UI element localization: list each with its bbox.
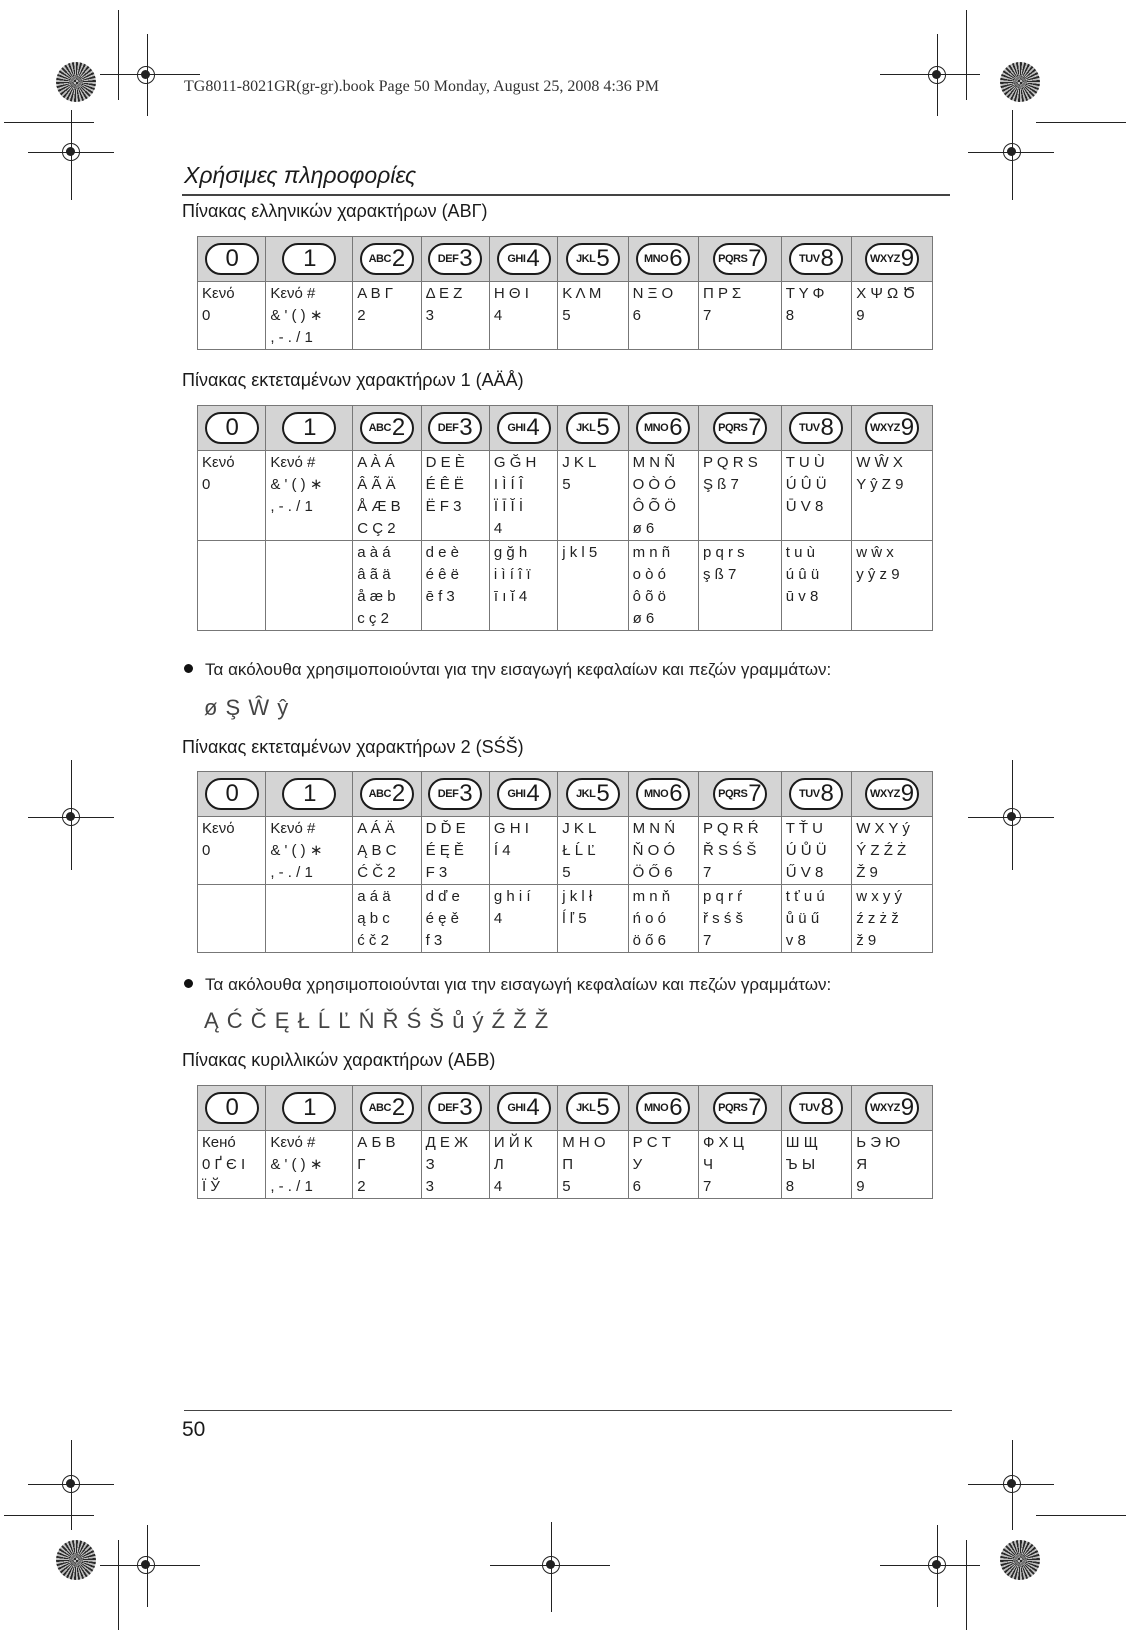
table-row bbox=[198, 885, 933, 953]
key-header-cell bbox=[353, 406, 421, 451]
key-header-cell bbox=[198, 237, 266, 282]
keypad-key-5-icon bbox=[566, 412, 620, 444]
key-digit: 9 bbox=[900, 245, 915, 272]
char-cell: Α Β Γ 2 bbox=[353, 282, 421, 350]
key-letters: TUV bbox=[799, 1102, 820, 1114]
keypad-key-9-icon bbox=[865, 243, 919, 275]
keypad-key-7-icon bbox=[713, 778, 767, 810]
keypad-key-8-icon bbox=[789, 412, 843, 444]
key-header-cell bbox=[266, 772, 353, 817]
char-cell: G Ğ H I Ì Í Î Ï Ī Ĭ İ 4 bbox=[489, 451, 557, 541]
key-header-cell bbox=[198, 406, 266, 451]
keypad-key-0-icon bbox=[205, 1092, 259, 1124]
key-digit: 1 bbox=[303, 245, 317, 272]
char-cell: t ť u ú ů ü ű v 8 bbox=[781, 885, 851, 953]
keypad-key-5-icon bbox=[566, 1092, 620, 1124]
keypad-key-7-icon bbox=[713, 243, 767, 275]
keypad-key-5-icon bbox=[566, 243, 620, 275]
char-cell: P Q R Ŕ Ř S Ś Š 7 bbox=[698, 817, 781, 885]
char-cell: А Б В Г 2 bbox=[353, 1131, 421, 1199]
key-digit: 5 bbox=[596, 1094, 610, 1121]
char-cell: g ğ h i ì í î ï ī ı ĭ 4 bbox=[489, 541, 557, 631]
char-cell: Р С Т У 6 bbox=[628, 1131, 698, 1199]
char-cell: Χ Ψ Ω Ծ 9 bbox=[852, 282, 933, 350]
key-digit: 7 bbox=[748, 780, 762, 807]
key-header-cell bbox=[628, 1086, 698, 1131]
note-2-text: Τα ακόλουθα χρησιμοποιούνται για την εισαγωγή κεφαλαίων και πεζών γραμμάτων: bbox=[205, 975, 832, 994]
key-letters: DEF bbox=[437, 253, 459, 265]
key-header-cell bbox=[266, 1086, 353, 1131]
char-cell: j k l 5 bbox=[558, 541, 628, 631]
greek-char-table bbox=[197, 236, 933, 350]
keypad-key-3-icon bbox=[428, 1092, 482, 1124]
key-header-row bbox=[198, 406, 933, 451]
key-digit: 7 bbox=[748, 245, 762, 272]
char-cell: g h i í 4 bbox=[489, 885, 557, 953]
key-letters: JKL bbox=[576, 422, 596, 434]
key-header-row bbox=[198, 1086, 933, 1131]
key-digit: 9 bbox=[900, 1094, 915, 1121]
key-header-cell bbox=[698, 237, 781, 282]
char-cell: T U Ù Ú Û Ü Ū V 8 bbox=[781, 451, 851, 541]
key-header-cell bbox=[852, 1086, 933, 1131]
char-cell: w x y ý ź z ż ž ž 9 bbox=[852, 885, 933, 953]
key-header-cell bbox=[781, 406, 851, 451]
key-header-cell bbox=[628, 406, 698, 451]
key-digit: 0 bbox=[225, 414, 239, 441]
key-letters: JKL bbox=[576, 253, 596, 265]
char-cell: J K L Ł Ĺ Ľ 5 bbox=[558, 817, 628, 885]
key-digit: 8 bbox=[820, 1094, 834, 1121]
key-letters: GHI bbox=[507, 1102, 526, 1114]
key-header-cell bbox=[489, 1086, 557, 1131]
key-letters: DEF bbox=[437, 1102, 459, 1114]
key-letters: WXYZ bbox=[870, 253, 900, 265]
key-digit: 6 bbox=[669, 780, 683, 807]
bullet-icon bbox=[184, 979, 193, 988]
char-cell: D Ď E É Ę Ě F 3 bbox=[421, 817, 489, 885]
char-cell: И Й К Л 4 bbox=[489, 1131, 557, 1199]
key-header-cell bbox=[781, 1086, 851, 1131]
key-digit: 5 bbox=[596, 414, 610, 441]
key-header-cell bbox=[852, 237, 933, 282]
char-cell: D E È É Ê Ë Ë F 3 bbox=[421, 451, 489, 541]
note-2-chars: Ą Ć Č Ę Ł Ĺ Ľ Ń Ř Ś Š ů ý Ź Ž Ž bbox=[204, 1008, 550, 1033]
key-digit: 0 bbox=[225, 245, 239, 272]
key-letters: GHI bbox=[507, 253, 526, 265]
keypad-key-2-icon bbox=[360, 243, 414, 275]
char-cell: Кенó 0 Ґ Є І Ї Ў bbox=[198, 1131, 266, 1199]
char-cell bbox=[198, 885, 266, 953]
keypad-key-3-icon bbox=[428, 243, 482, 275]
keypad-key-1-icon bbox=[282, 412, 336, 444]
char-cell: Κενό 0 bbox=[198, 451, 266, 541]
key-letters: PQRS bbox=[718, 422, 748, 434]
keypad-key-4-icon bbox=[497, 243, 551, 275]
keypad-key-5-icon bbox=[566, 778, 620, 810]
keypad-key-4-icon bbox=[497, 412, 551, 444]
char-cell bbox=[266, 541, 353, 631]
key-letters: GHI bbox=[507, 422, 526, 434]
key-letters: JKL bbox=[576, 788, 596, 800]
key-letters: PQRS bbox=[718, 788, 748, 800]
char-cell: Κενό # & ' ( ) ∗ , - . / 1 bbox=[266, 817, 353, 885]
key-header-cell bbox=[353, 1086, 421, 1131]
char-cell: Ф Х Ц Ч 7 bbox=[698, 1131, 781, 1199]
key-digit: 3 bbox=[459, 414, 473, 441]
char-cell: w ŵ x y ŷ z 9 bbox=[852, 541, 933, 631]
key-header-cell bbox=[628, 772, 698, 817]
keypad-key-1-icon bbox=[282, 1092, 336, 1124]
key-digit: 2 bbox=[391, 1094, 406, 1121]
key-letters: ABC bbox=[368, 788, 391, 800]
key-digit: 6 bbox=[669, 414, 683, 441]
key-letters: MNO bbox=[644, 788, 669, 800]
char-cell: a á ä ą b c ć č 2 bbox=[353, 885, 421, 953]
char-cell: P Q R S Ş ß 7 bbox=[698, 451, 781, 541]
keypad-key-4-icon bbox=[497, 778, 551, 810]
key-digit: 3 bbox=[459, 245, 473, 272]
key-digit: 3 bbox=[459, 1094, 473, 1121]
key-letters: MNO bbox=[644, 1102, 669, 1114]
key-letters: JKL bbox=[576, 1102, 596, 1114]
key-letters: DEF bbox=[437, 422, 459, 434]
key-digit: 7 bbox=[748, 414, 762, 441]
table-title-extended-1: Πίνακας εκτεταμένων χαρακτήρων 1 (ΑÄÅ) bbox=[182, 370, 524, 390]
key-header-cell bbox=[558, 772, 628, 817]
key-letters: MNO bbox=[644, 253, 669, 265]
char-cell: A Á Ä Ą B C Ć Č 2 bbox=[353, 817, 421, 885]
char-cell: Ш Щ Ъ Ы 8 bbox=[781, 1131, 851, 1199]
key-digit: 9 bbox=[900, 414, 915, 441]
key-header-cell bbox=[628, 237, 698, 282]
table-row bbox=[198, 541, 933, 631]
key-letters: ABC bbox=[368, 1102, 391, 1114]
key-header-cell bbox=[421, 406, 489, 451]
key-header-cell bbox=[198, 1086, 266, 1131]
key-letters: TUV bbox=[799, 788, 820, 800]
char-cell: Π Ρ Σ 7 bbox=[698, 282, 781, 350]
key-letters: WXYZ bbox=[870, 788, 900, 800]
char-cell: Τ Υ Φ 8 bbox=[781, 282, 851, 350]
char-cell: M N Ń Ň O Ó Ö Ő 6 bbox=[628, 817, 698, 885]
key-header-cell bbox=[781, 772, 851, 817]
key-digit: 6 bbox=[669, 245, 683, 272]
key-header-cell bbox=[421, 237, 489, 282]
keypad-key-0-icon bbox=[205, 412, 259, 444]
key-header-cell bbox=[353, 237, 421, 282]
key-digit: 8 bbox=[820, 414, 834, 441]
keypad-key-6-icon bbox=[636, 243, 690, 275]
table-row bbox=[198, 817, 933, 885]
note-1 bbox=[184, 660, 831, 680]
key-letters: DEF bbox=[437, 788, 459, 800]
key-letters: TUV bbox=[799, 253, 820, 265]
page-number: 50 bbox=[182, 1418, 206, 1441]
key-digit: 3 bbox=[459, 780, 473, 807]
key-digit: 4 bbox=[526, 1094, 540, 1121]
table-row bbox=[198, 1131, 933, 1199]
char-cell: Ν Ξ Ο 6 bbox=[628, 282, 698, 350]
keypad-key-1-icon bbox=[282, 243, 336, 275]
char-cell: m n ň ń o ó ö ő 6 bbox=[628, 885, 698, 953]
key-letters: ABC bbox=[368, 422, 391, 434]
key-letters: TUV bbox=[799, 422, 820, 434]
char-cell: d ď e é ę ě f 3 bbox=[421, 885, 489, 953]
key-letters: GHI bbox=[507, 788, 526, 800]
key-digit: 1 bbox=[303, 780, 317, 807]
char-cell: Κενό # & ' ( ) ∗ , - . / 1 bbox=[266, 451, 353, 541]
key-letters: WXYZ bbox=[870, 422, 900, 434]
keypad-key-2-icon bbox=[360, 412, 414, 444]
key-letters: PQRS bbox=[718, 253, 748, 265]
keypad-key-0-icon bbox=[205, 778, 259, 810]
keypad-key-3-icon bbox=[428, 412, 482, 444]
char-cell: W Ŵ X Y ŷ Z 9 bbox=[852, 451, 933, 541]
table-row bbox=[198, 282, 933, 350]
key-digit: 2 bbox=[391, 245, 406, 272]
key-digit: 0 bbox=[225, 1094, 239, 1121]
keypad-key-6-icon bbox=[636, 778, 690, 810]
char-cell bbox=[266, 885, 353, 953]
keypad-key-8-icon bbox=[789, 1092, 843, 1124]
key-header-cell bbox=[421, 1086, 489, 1131]
keypad-key-3-icon bbox=[428, 778, 482, 810]
keypad-key-9-icon bbox=[865, 1092, 919, 1124]
keypad-key-2-icon bbox=[360, 1092, 414, 1124]
key-digit: 1 bbox=[303, 414, 317, 441]
char-cell: p q r s ş ß 7 bbox=[698, 541, 781, 631]
key-header-cell bbox=[852, 772, 933, 817]
extended-2-char-table bbox=[197, 771, 933, 953]
keypad-key-2-icon bbox=[360, 778, 414, 810]
char-cell: a à á â ã ä å æ b c ç 2 bbox=[353, 541, 421, 631]
keypad-key-6-icon bbox=[636, 1092, 690, 1124]
keypad-key-8-icon bbox=[789, 243, 843, 275]
char-cell: Κενό 0 bbox=[198, 282, 266, 350]
char-cell: A À Á Â Ã Ä Å Æ B C Ç 2 bbox=[353, 451, 421, 541]
keypad-key-8-icon bbox=[789, 778, 843, 810]
keypad-key-1-icon bbox=[282, 778, 336, 810]
key-letters: WXYZ bbox=[870, 1102, 900, 1114]
key-digit: 2 bbox=[391, 414, 406, 441]
key-digit: 5 bbox=[596, 245, 610, 272]
char-cell: t u ù ú û ü ū v 8 bbox=[781, 541, 851, 631]
note-2 bbox=[184, 975, 831, 995]
char-cell: Η Θ Ι 4 bbox=[489, 282, 557, 350]
key-digit: 7 bbox=[748, 1094, 762, 1121]
key-header-row bbox=[198, 237, 933, 282]
key-header-cell bbox=[852, 406, 933, 451]
keypad-key-4-icon bbox=[497, 1092, 551, 1124]
key-digit: 8 bbox=[820, 780, 834, 807]
char-cell: Κενό # & ' ( ) ∗ , - . / 1 bbox=[266, 1131, 353, 1199]
char-cell: W X Y ý Ý Z Ź Ż Ž 9 bbox=[852, 817, 933, 885]
key-letters: PQRS bbox=[718, 1102, 748, 1114]
key-digit: 2 bbox=[391, 780, 406, 807]
key-digit: 1 bbox=[303, 1094, 317, 1121]
keypad-key-7-icon bbox=[713, 1092, 767, 1124]
running-header: TG8011-8021GR(gr-gr).book Page 50 Monday, August 25, 2008 4:36 PM bbox=[184, 78, 659, 95]
char-cell: T Ť U Ú Ů Ü Ű V 8 bbox=[781, 817, 851, 885]
key-header-cell bbox=[558, 237, 628, 282]
key-header-cell bbox=[698, 1086, 781, 1131]
key-letters: ABC bbox=[368, 253, 391, 265]
char-cell: М Н О П 5 bbox=[558, 1131, 628, 1199]
key-digit: 0 bbox=[225, 780, 239, 807]
key-letters: MNO bbox=[644, 422, 669, 434]
keypad-key-9-icon bbox=[865, 778, 919, 810]
key-header-cell bbox=[266, 237, 353, 282]
key-digit: 6 bbox=[669, 1094, 683, 1121]
keypad-key-9-icon bbox=[865, 412, 919, 444]
char-cell bbox=[198, 541, 266, 631]
key-header-row bbox=[198, 772, 933, 817]
key-header-cell bbox=[558, 1086, 628, 1131]
char-cell: Δ Ε Ζ 3 bbox=[421, 282, 489, 350]
note-1-text: Τα ακόλουθα χρησιμοποιούνται για την εισαγωγή κεφαλαίων και πεζών γραμμάτων: bbox=[205, 660, 832, 679]
keypad-key-0-icon bbox=[205, 243, 259, 275]
keypad-key-6-icon bbox=[636, 412, 690, 444]
note-1-chars: ø Ş Ŵ ŷ bbox=[204, 695, 290, 720]
table-title-greek: Πίνακας ελληνικών χαρακτήρων (ΑΒΓ) bbox=[182, 201, 488, 221]
key-digit: 5 bbox=[596, 780, 610, 807]
key-header-cell bbox=[781, 237, 851, 282]
bullet-icon bbox=[184, 664, 193, 673]
char-cell: j k l ł ĺ ľ 5 bbox=[558, 885, 628, 953]
key-header-cell bbox=[558, 406, 628, 451]
char-cell: Κ Λ Μ 5 bbox=[558, 282, 628, 350]
key-header-cell bbox=[266, 406, 353, 451]
key-digit: 4 bbox=[526, 780, 540, 807]
char-cell: J K L 5 bbox=[558, 451, 628, 541]
keypad-key-7-icon bbox=[713, 412, 767, 444]
section-divider bbox=[182, 194, 950, 196]
table-title-extended-2: Πίνακας εκτεταμένων χαρακτήρων 2 (SŚŠ) bbox=[182, 737, 524, 757]
key-digit: 4 bbox=[526, 414, 540, 441]
key-header-cell bbox=[198, 772, 266, 817]
char-cell: p q r ŕ ř s ś š 7 bbox=[698, 885, 781, 953]
footer-divider bbox=[184, 1410, 952, 1411]
key-header-cell bbox=[489, 772, 557, 817]
key-header-cell bbox=[353, 772, 421, 817]
key-header-cell bbox=[489, 406, 557, 451]
extended-1-char-table bbox=[197, 405, 933, 631]
key-digit: 8 bbox=[820, 245, 834, 272]
key-header-cell bbox=[421, 772, 489, 817]
section-title: Χρήσιμες πληροφορίες bbox=[184, 162, 417, 188]
char-cell: Κενό # & ' ( ) ∗ , - . / 1 bbox=[266, 282, 353, 350]
char-cell: G H I Í 4 bbox=[489, 817, 557, 885]
key-digit: 4 bbox=[526, 245, 540, 272]
key-digit: 9 bbox=[900, 780, 915, 807]
char-cell: M N Ñ O Ò Ó Ô Õ Ö ø 6 bbox=[628, 451, 698, 541]
table-title-cyrillic: Πίνακας κυριλλικών χαρακτήρων (АБВ) bbox=[182, 1050, 496, 1070]
key-header-cell bbox=[489, 237, 557, 282]
char-cell: Д Е Ж З 3 bbox=[421, 1131, 489, 1199]
key-header-cell bbox=[698, 406, 781, 451]
table-row bbox=[198, 451, 933, 541]
cyrillic-char-table bbox=[197, 1085, 933, 1199]
char-cell: d e è é ê ë ē f 3 bbox=[421, 541, 489, 631]
key-header-cell bbox=[698, 772, 781, 817]
char-cell: Ь Э Ю Я 9 bbox=[852, 1131, 933, 1199]
char-cell: Κενό 0 bbox=[198, 817, 266, 885]
char-cell: m n ñ o ò ó ô õ ö ø 6 bbox=[628, 541, 698, 631]
